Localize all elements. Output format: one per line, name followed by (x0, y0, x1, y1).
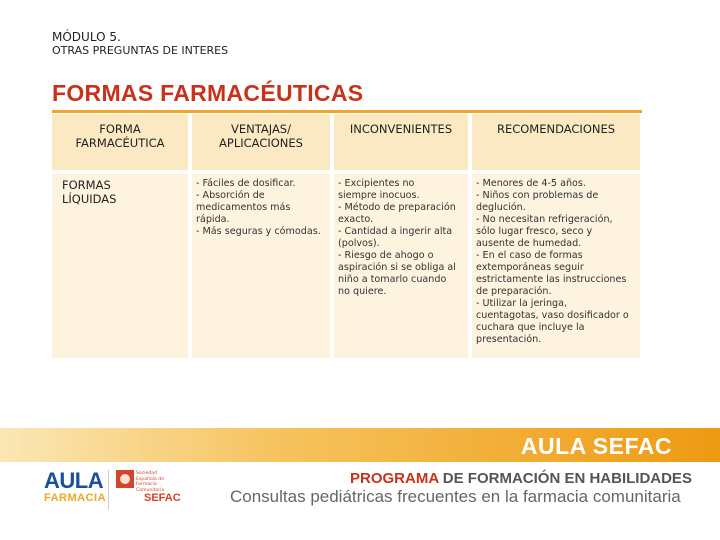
page-title: FORMAS FARMACÉUTICAS (52, 80, 364, 106)
cell-recomendaciones: - Menores de 4-5 años. - Niños con problemas de deglución. - No necesitan refrigeración, sólo lugar fresco, seco y ausente de humedad. - En el caso de formas extemporáneas seguir estrictamente las instrucciones de preparación. - Utilizar la jeringa, cuentagotas, vaso dosificador o cuchara que incluye la presentación. (470, 174, 640, 358)
pharmaceutical-forms-table (52, 114, 640, 358)
programa-bold: PROGRAMA (350, 470, 439, 487)
module-label: MÓDULO 5. (52, 30, 121, 44)
band-title: AULA SEFAC (520, 433, 672, 459)
footer-subtitle: Consultas pediátricas frecuentes en la farmacia comunitaria (230, 487, 681, 506)
module-subtitle: OTRAS PREGUNTAS DE INTERES (52, 44, 229, 57)
programa-heading (350, 470, 692, 487)
logo-aula: AULA (44, 468, 104, 493)
sefac-logo (116, 470, 181, 508)
cell-ventajas: - Fáciles de dosificar. - Absorción de medicamentos más rápida. - Más seguras y cómodas. (190, 174, 332, 358)
programa-rest: DE FORMACIÓN EN HABILIDADES (438, 470, 692, 487)
sefac-mark-icon (116, 470, 134, 488)
logo-farmacia: FARMACIA (44, 492, 107, 504)
module-heading (52, 30, 228, 58)
aula-farmacia-logo (44, 470, 106, 504)
title-underline (52, 110, 642, 113)
sefac-small-text: Sociedad Española de Farmacia Comunitaria (136, 471, 165, 493)
footer-band (0, 428, 720, 462)
cell-forma: FORMAS LÍQUIDAS (52, 174, 190, 358)
sefac-wordmark: SEFAC (144, 492, 181, 504)
table-row (52, 174, 640, 358)
header-cell-forma: FORMA FARMACÉUTICA (52, 114, 190, 170)
cell-inconvenientes: - Excipientes no siempre inocuos. - Método de preparación exacto. - Cantidad a ingerir alta (polvos). - Riesgo de ahogo o aspiración si se obliga al niño a tomarlo cuando no quiere. (332, 174, 470, 358)
header-cell-ventajas: VENTAJAS/ APLICACIONES (190, 114, 332, 170)
header-cell-recomendaciones: RECOMENDACIONES (470, 114, 640, 170)
logo-divider (108, 470, 109, 510)
table-header-row (52, 114, 640, 170)
header-cell-inconvenientes: INCONVENIENTES (332, 114, 470, 170)
